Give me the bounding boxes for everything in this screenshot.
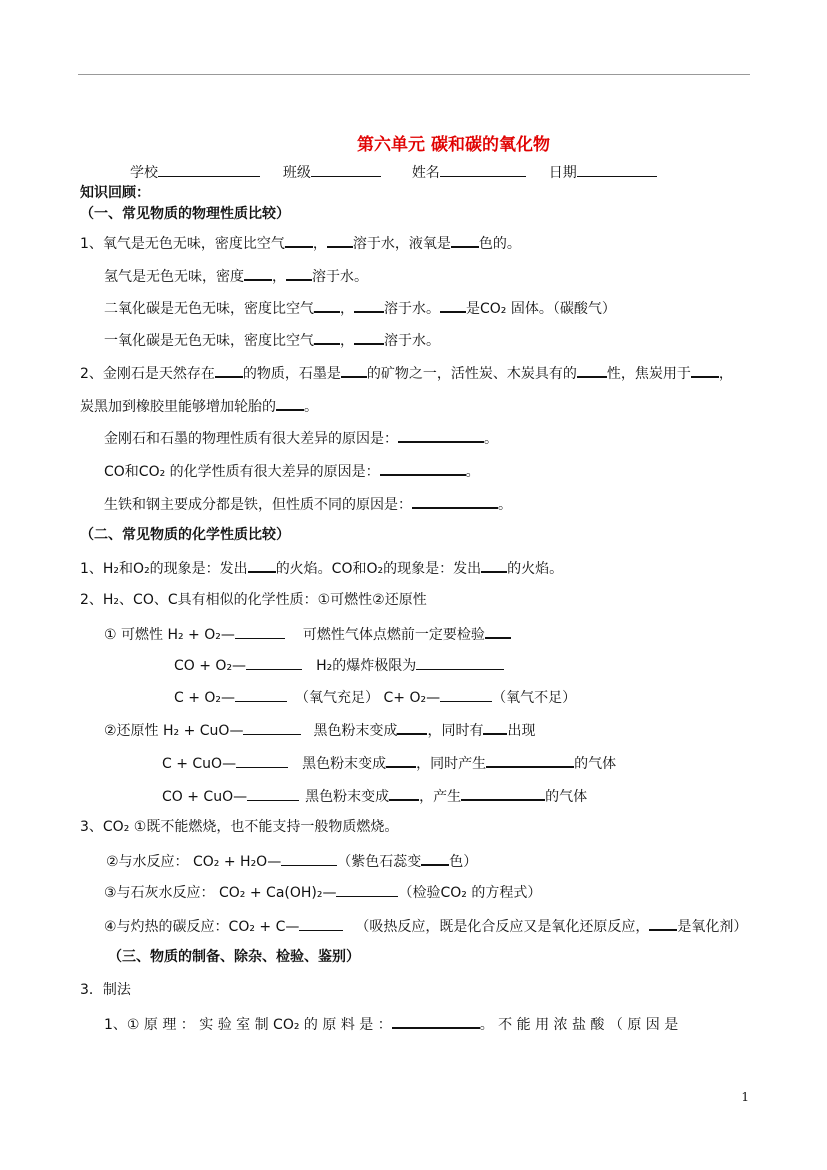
s3-line-1: 3．制法 [80, 982, 131, 998]
blank[interactable] [327, 233, 353, 248]
blank[interactable] [691, 363, 719, 378]
s2-line-12: ④与灼热的碳反应：CO₂ + C— （吸热反应，既是化合反应又是氧化还原反应， 是氧化剂） [104, 916, 747, 936]
s2-line-10: ②与水反应： CO₂ + H₂O— （紫色石蕊变 色） [106, 851, 477, 871]
blank[interactable] [354, 330, 384, 345]
s2-line-11: ③与石灰水反应： CO₂ + Ca(OH)₂— （检验CO₂ 的方程式） [104, 885, 542, 901]
s1-line-4: 一氧化碳是无色无味，密度比空气 ， 溶于水。 [104, 330, 440, 350]
s1-line-6: 炭黑加到橡胶里能够增加轮胎的 。 [80, 396, 318, 416]
s1-line-9: 生铁和钢主要成分都是铁，但性质不同的原因是： 。 [104, 494, 512, 514]
blank[interactable] [392, 1014, 480, 1029]
section-3-title: （三、物质的制备、除杂、检验、鉴别） [108, 949, 360, 965]
blank[interactable] [485, 624, 511, 639]
s2-line-1: 1、H₂和O₂的现象是：发出 的火焰。CO和O₂的现象是：发出 的火焰。 [80, 558, 563, 578]
header-fields [130, 163, 657, 182]
s1-line-8: CO和CO₂ 的化学性质有很大差异的原因是： 。 [104, 461, 480, 481]
name-blank[interactable] [440, 163, 526, 177]
blank[interactable] [412, 494, 498, 509]
blank[interactable] [649, 916, 677, 931]
blank[interactable] [577, 363, 607, 378]
blank[interactable] [398, 428, 484, 443]
s2-line-9: 3、CO₂ ①既不能燃烧，也不能支持一般物质燃烧。 [80, 819, 399, 835]
blank[interactable] [440, 298, 466, 313]
blank[interactable] [314, 330, 340, 345]
s2-line-3: ① 可燃性 H₂ + O₂— 可燃性气体点燃前一定要检验 [104, 624, 511, 644]
school-blank[interactable] [158, 163, 260, 177]
s2-line-7: C + CuO— 黑色粉末变成 ，同时产生 的气体 [162, 753, 616, 773]
blank[interactable] [299, 917, 343, 931]
blank[interactable] [314, 298, 340, 313]
blank[interactable] [386, 753, 416, 768]
section-1-title: （一、常见物质的物理性质比较） [80, 206, 290, 222]
blank[interactable] [276, 396, 304, 411]
s3-line-2: 1、① 原 理 ： 实 验 室 制 CO₂ 的 原 料 是 ： 。 不 能 用 浓 盐 酸 （ 原 因 是 [104, 1014, 678, 1034]
blank[interactable] [481, 558, 507, 573]
s2-line-4: CO + O₂— H₂的爆炸极限为 [174, 656, 504, 675]
blank[interactable] [483, 720, 507, 735]
blank[interactable] [397, 720, 427, 735]
section-label: 知识回顾： [80, 185, 150, 201]
header-rule [78, 74, 750, 75]
s1-line-2: 氢气是无色无味，密度 ， 溶于水。 [104, 266, 368, 286]
blank[interactable] [421, 851, 449, 866]
s2-line-2: 2、H₂、CO、C具有相似的化学性质：①可燃性②还原性 [80, 592, 427, 608]
page-title: 第六单元 碳和碳的氧化物 [357, 135, 550, 155]
blank[interactable] [215, 363, 243, 378]
blank[interactable] [336, 883, 398, 897]
page-number: 1 [741, 1090, 749, 1104]
s2-line-8: CO + CuO— 黑色粉末变成 ，产生 的气体 [162, 786, 587, 806]
blank[interactable] [246, 656, 302, 670]
blank[interactable] [486, 753, 574, 768]
blank[interactable] [286, 266, 312, 281]
s1-line-5: 2、金刚石是天然存在 的物质，石墨是 的矿物之一，活性炭、木炭具有的 性，焦炭用于 ， [80, 363, 733, 383]
blank[interactable] [235, 688, 287, 702]
s1-line-7: 金刚石和石墨的物理性质有很大差异的原因是： 。 [104, 428, 498, 448]
blank[interactable] [243, 721, 301, 735]
blank[interactable] [354, 298, 384, 313]
name-label: 姓名 [411, 165, 440, 181]
date-blank[interactable] [577, 163, 657, 177]
s2-line-5: C + O₂— （氧气充足） C+ O₂— （氧气不足） [174, 690, 577, 706]
blank[interactable] [380, 461, 466, 476]
blank[interactable] [236, 754, 288, 768]
blank[interactable] [285, 233, 313, 248]
blank[interactable] [389, 786, 419, 801]
s2-line-6: ②还原性 H₂ + CuO— 黑色粉末变成 ，同时有 出现 [104, 720, 535, 740]
blank[interactable] [248, 558, 276, 573]
blank[interactable] [461, 786, 545, 801]
s1-line-3: 二氧化碳是无色无味，密度比空气 ， 溶于水。 是CO₂ 固体。（碳酸气） [104, 298, 616, 318]
blank[interactable] [281, 852, 337, 866]
blank[interactable] [247, 787, 299, 801]
class-label: 班级 [282, 165, 311, 181]
blank[interactable] [451, 233, 479, 248]
date-label: 日期 [548, 165, 577, 181]
blank[interactable] [341, 363, 367, 378]
section-2-title: （二、常见物质的化学性质比较） [80, 527, 290, 543]
blank[interactable] [244, 266, 272, 281]
blank[interactable] [416, 656, 504, 670]
blank[interactable] [235, 625, 285, 639]
school-label: 学校 [130, 165, 158, 181]
blank[interactable] [440, 688, 492, 702]
class-blank[interactable] [311, 163, 381, 177]
s1-line-1: 1、氧气是无色无味，密度比空气 ， 溶于水，液氧是 色的。 [80, 233, 521, 253]
